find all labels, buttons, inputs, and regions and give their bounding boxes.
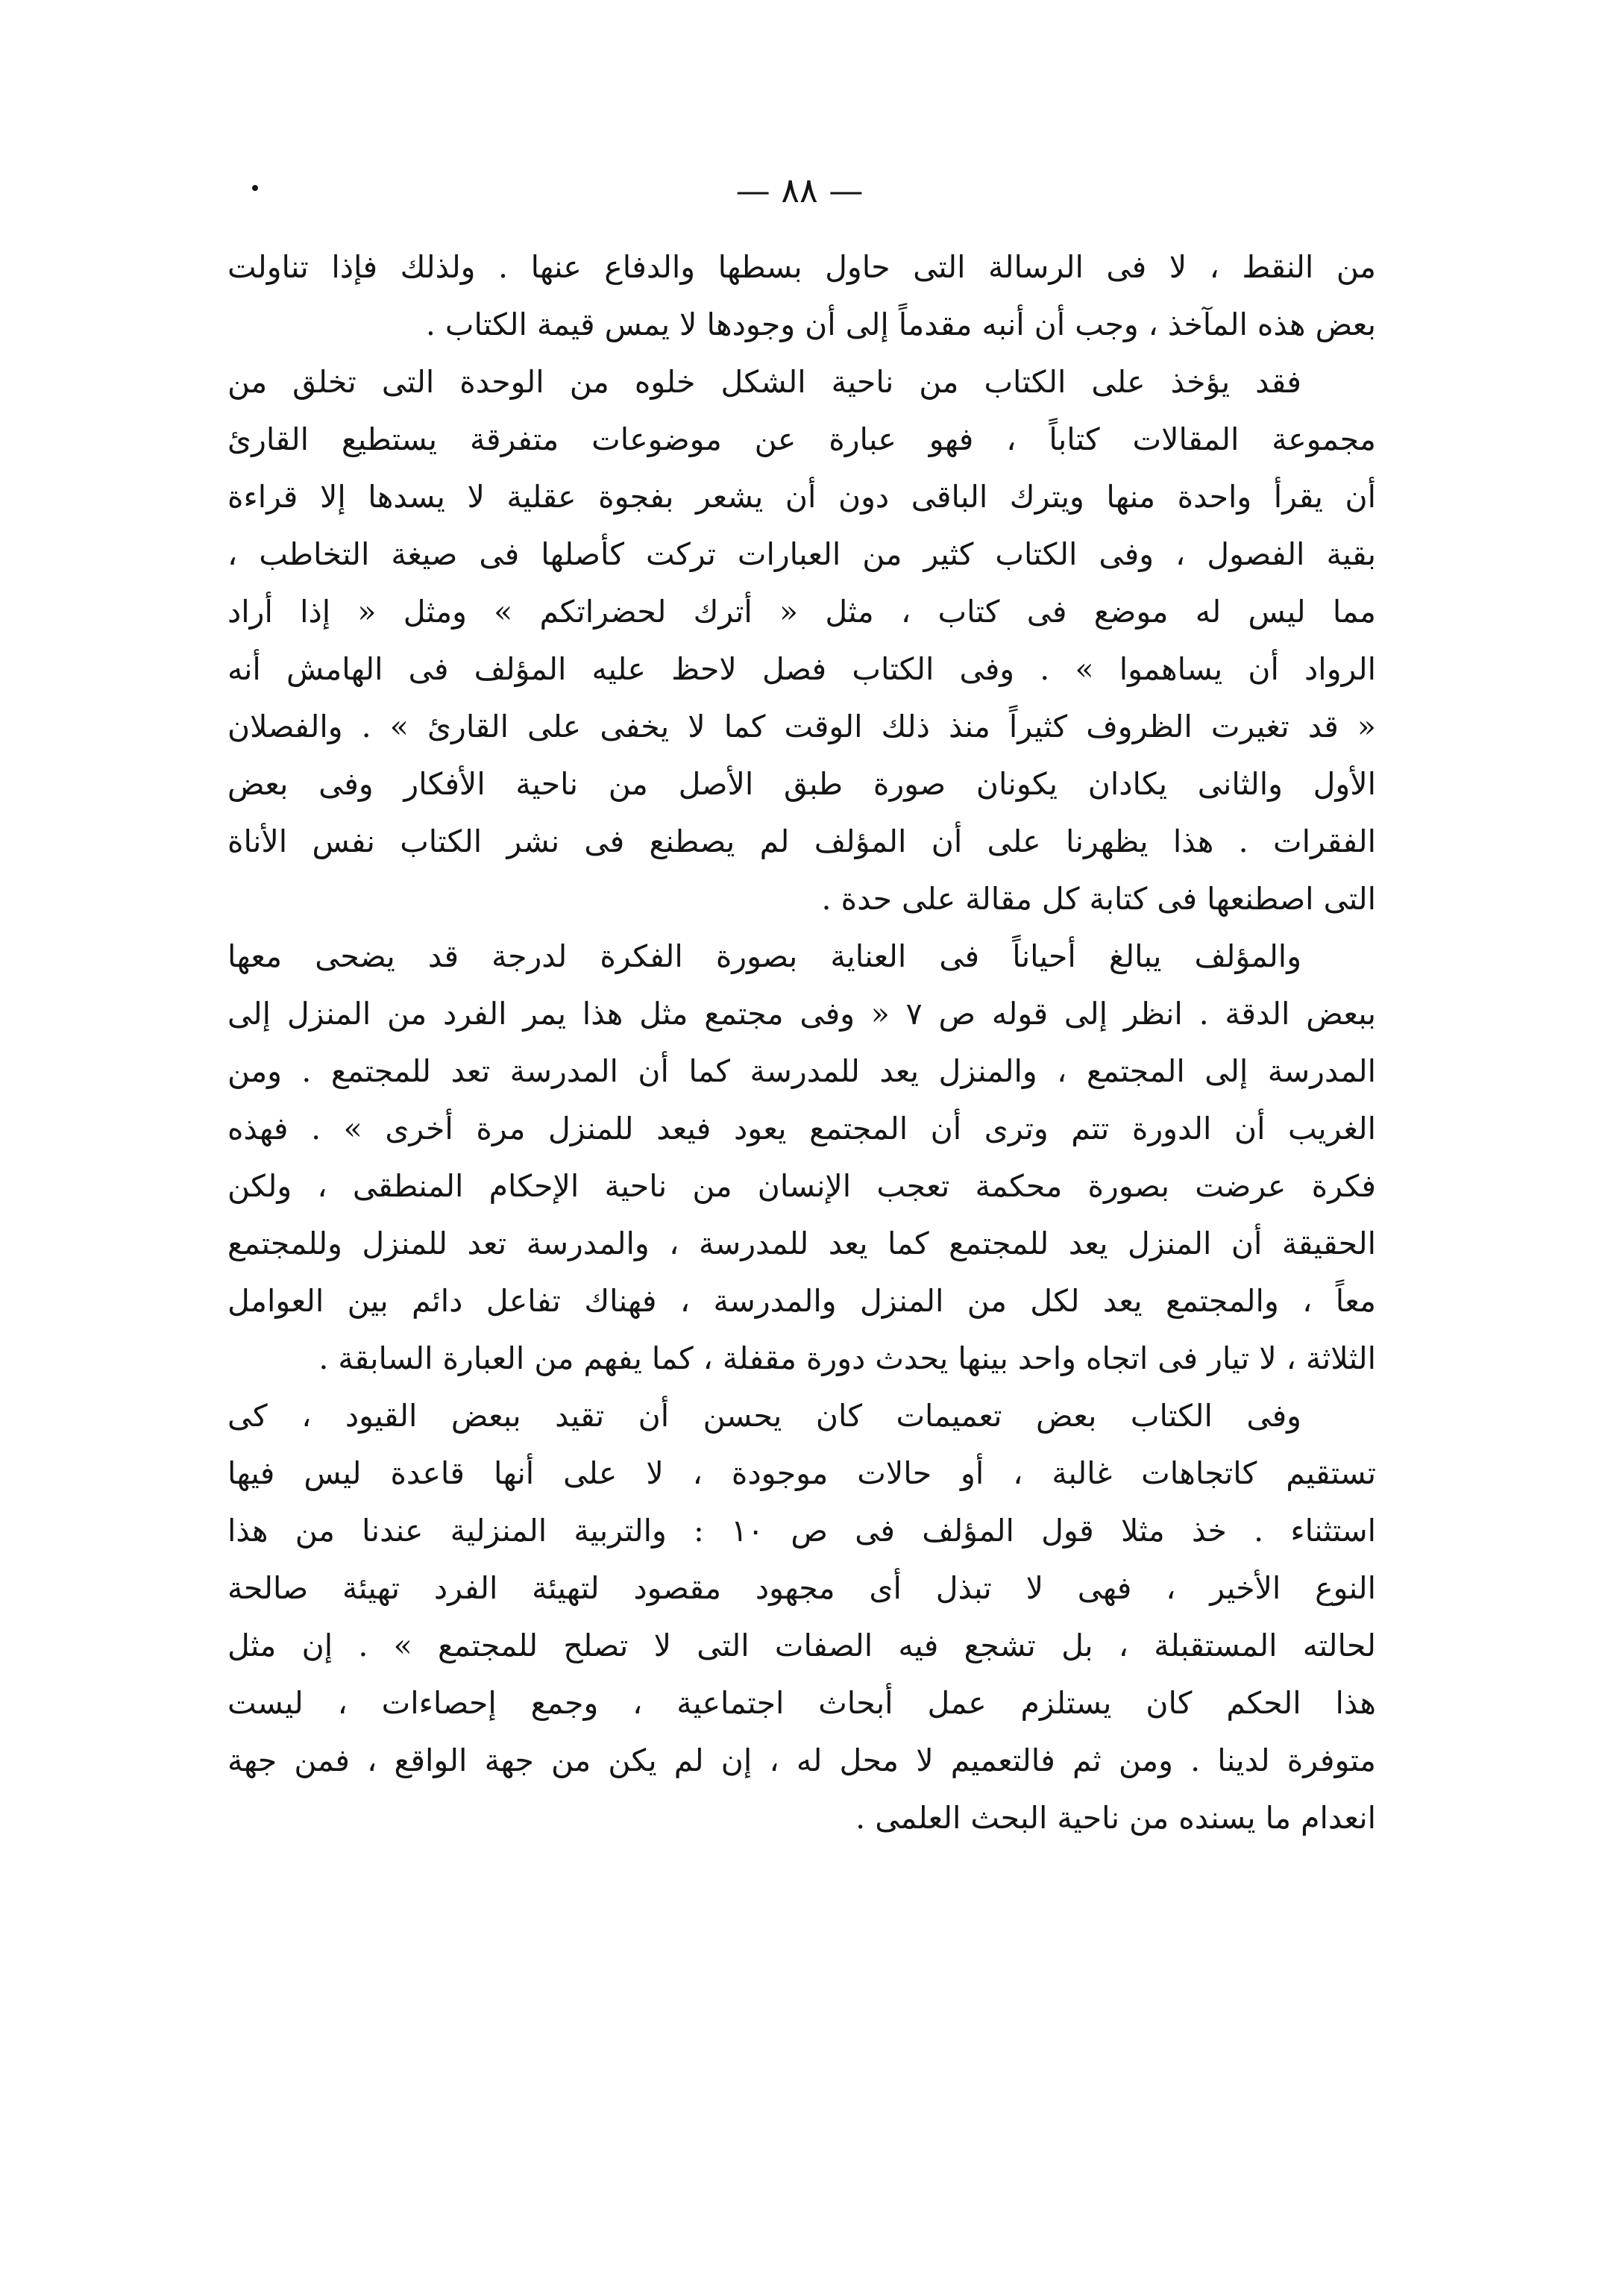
text-line: مجموعة المقالات كتاباً ، فهو عبارة عن موضوعات متفرقة يستطيع القارئ xyxy=(227,421,1376,457)
text-line: لحالته المستقبلة ، بل تشجع فيه الصفات التى لا تصلح للمجتمع » . إن مثل xyxy=(227,1628,1376,1663)
text-line: هذا الحكم كان يستلزم عمل أبحاث اجتماعية ، وجمع إحصاءات ، ليست xyxy=(227,1685,1376,1721)
text-line: انعدام ما يسنده من ناحية البحث العلمى . xyxy=(855,1800,1376,1836)
text-line: بقية الفصول ، وفى الكتاب كثير من العبارات تركت كأصلها فى صيغة التخاطب ، xyxy=(227,536,1376,572)
text-line: معاً ، والمجتمع يعد لكل من المنزل والمدرسة ، فهناك تفاعل دائم بين العوامل xyxy=(227,1283,1376,1319)
text-line: استثناء . خذ مثلا قول المؤلف فى ص ١٠ : والتربية المنزلية عندنا من هذا xyxy=(227,1513,1376,1549)
text-line: الفقرات . هذا يظهرنا على أن المؤلف لم يصطنع فى نشر الكتاب نفس الأناة xyxy=(227,824,1376,859)
text-line: الحقيقة أن المنزل يعد للمجتمع كما يعد للمدرسة ، والمدرسة تعد للمنزل وللمجتمع xyxy=(227,1226,1376,1261)
text-line: بعض هذه المآخذ ، وجب أن أنبه مقدماً إلى أن وجودها لا يمس قيمة الكتاب . xyxy=(425,307,1376,342)
body-text xyxy=(227,239,1376,1847)
paragraph-start-line: والمؤلف يبالغ أحياناً فى العناية بصورة الفكرة لدرجة قد يضحى معها xyxy=(227,938,1301,974)
text-line: ببعض الدقة . انظر إلى قوله ص ٧ « وفى مجتمع مثل هذا يمر الفرد من المنزل إلى xyxy=(227,996,1376,1032)
text-line: مما ليس له موضع فى كتاب ، مثل « أترك لحضراتكم » ومثل « إذا أراد xyxy=(227,594,1376,630)
paragraph-start-line: وفى الكتاب بعض تعميمات كان يحسن أن تقيد ببعض القيود ، كى xyxy=(227,1398,1301,1434)
text-line: النوع الأخير ، فهى لا تبذل أى مجهود مقصود لتهيئة الفرد تهيئة صالحة xyxy=(227,1570,1376,1606)
page-number: — ٨٨ — xyxy=(735,170,864,210)
paragraph-start-line: فقد يؤخذ على الكتاب من ناحية الشكل خلوه من الوحدة التى تخلق من xyxy=(227,364,1301,400)
text-line: الثلاثة ، لا تيار فى اتجاه واحد بينها يحدث دورة مقفلة ، كما يفهم من العبارة السابقة . xyxy=(318,1340,1376,1376)
text-line: الأول والثانى يكادان يكونان صورة طبق الأصل من ناحية الأفكار وفى بعض xyxy=(227,766,1376,802)
text-line: المدرسة إلى المجتمع ، والمنزل يعد للمدرسة كما أن المدرسة تعد للمجتمع . ومن xyxy=(227,1053,1376,1089)
text-line: أن يقرأ واحدة منها ويترك الباقى دون أن يشعر بفجوة عقلية لا يسدها إلا قراءة xyxy=(227,479,1376,515)
text-line: تستقيم كاتجاهات غالبة ، أو حالات موجودة ، لا على أنها قاعدة ليس فيها xyxy=(227,1455,1376,1491)
text-line: التى اصطنعها فى كتابة كل مقالة على حدة . xyxy=(821,881,1376,917)
text-line: « قد تغيرت الظروف كثيراً منذ ذلك الوقت كما لا يخفى على القارئ » . والفصلان xyxy=(227,709,1376,744)
text-line: متوفرة لدينا . ومن ثم فالتعميم لا محل له ، إن لم يكن من جهة الواقع ، فمن جهة xyxy=(227,1743,1376,1778)
corner-mark-dot xyxy=(252,185,258,191)
text-line: الغريب أن الدورة تتم وترى أن المجتمع يعود فيعد للمنزل مرة أخرى » . فهذه xyxy=(227,1111,1376,1147)
text-line: فكرة عرضت بصورة محكمة تعجب الإنسان من ناحية الإحكام المنطقى ، ولكن xyxy=(227,1168,1376,1204)
text-line: الرواد أن يساهموا » . وفى الكتاب فصل لاحظ عليه المؤلف فى الهامش أنه xyxy=(227,651,1376,687)
text-line: من النقط ، لا فى الرسالة التى حاول بسطها والدفاع عنها . ولذلك فإذا تناولت xyxy=(227,249,1376,285)
